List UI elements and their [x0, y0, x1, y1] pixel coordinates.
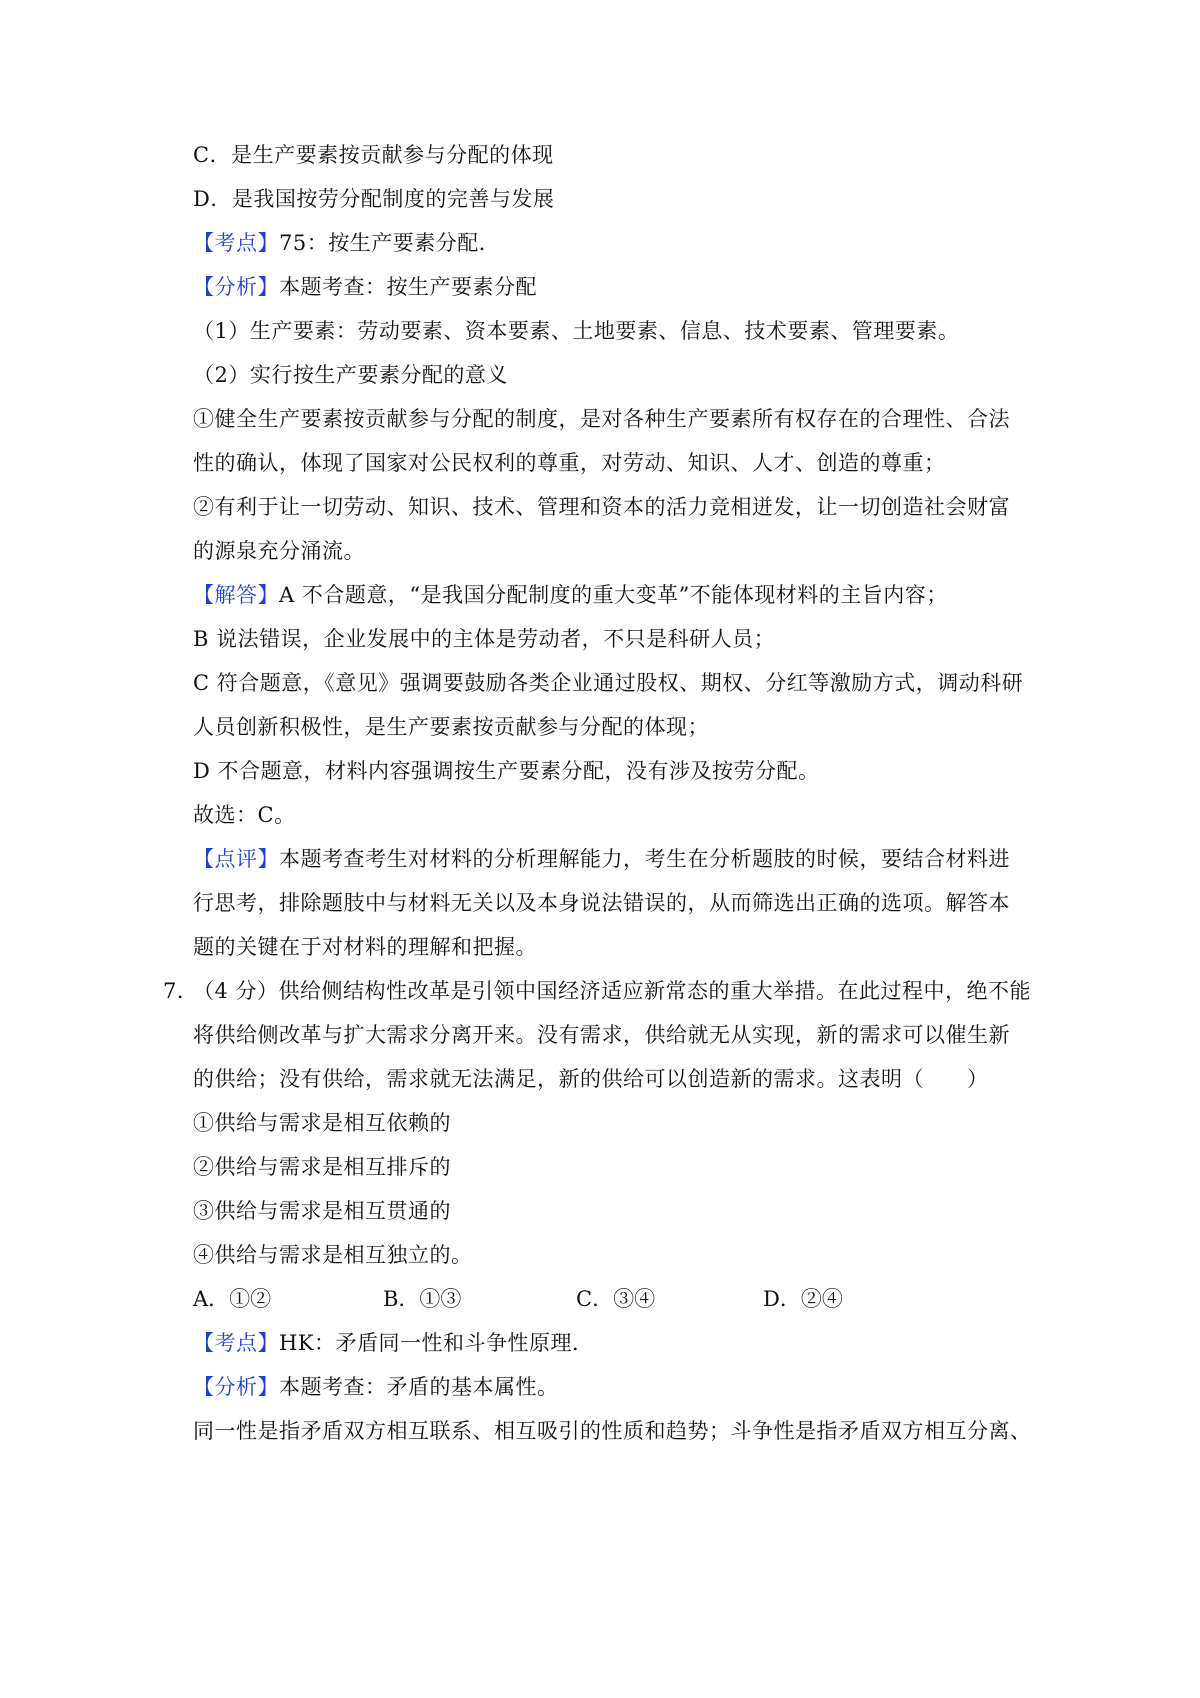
- fenxi-line: 的源泉充分涌流。: [193, 539, 365, 563]
- kaodian-row: [193, 228, 500, 258]
- jieda-line: 人员创新积极性，是生产要素按贡献参与分配的体现；: [193, 715, 709, 739]
- fenxi-line: ①健全生产要素按贡献参与分配的制度，是对各种生产要素所有权存在的合理性、合法: [193, 407, 1010, 431]
- fenxi-line: （1）生产要素：劳动要素、资本要素、土地要素、信息、技术要素、管理要素。: [193, 319, 960, 343]
- option-d-q7: D．②④: [763, 1287, 843, 1311]
- option-a: A．①②: [193, 1287, 272, 1311]
- q7-kaodian-row: [193, 1328, 594, 1358]
- statement-2: ②供给与需求是相互排斥的: [193, 1155, 451, 1179]
- question-stem-line: 将供给侧改革与扩大需求分离开来。没有需求，供给就无从实现，新的需求可以催生新: [193, 1023, 1010, 1047]
- option-c-q7: C．③④: [576, 1287, 656, 1311]
- dianping-tag: 【点评】: [193, 847, 279, 871]
- dianping-line: 题的关键在于对材料的理解和把握。: [193, 935, 537, 959]
- q7-fenxi-tag: 【分析】: [193, 1375, 279, 1399]
- dianping-line: 行思考，排除题肢中与材料无关以及本身说法错误的，从而筛选出正确的选项。解答本: [193, 891, 1010, 915]
- q7-fenxi-text: 本题考查：矛盾的基本属性。: [279, 1375, 559, 1399]
- q7-analysis-line: 同一性是指矛盾双方相互联系、相互吸引的性质和趋势；斗争性是指矛盾双方相互分离、: [193, 1419, 1032, 1443]
- jieda-line: D 不合题意，材料内容强调按生产要素分配，没有涉及按劳分配。: [193, 759, 820, 783]
- q7-fenxi-row: [193, 1372, 559, 1402]
- fenxi-row: [193, 272, 537, 302]
- q7-kaodian-text: HK：矛盾同一性和斗争性原理．: [279, 1331, 594, 1355]
- question-stem-line: 的供给；没有供给，需求就无法满足，新的供给可以创造新的需求。这表明（ ）: [193, 1067, 989, 1091]
- dianping-text: 本题考查考生对材料的分析理解能力，考生在分析题肢的时候，要结合材料进: [279, 847, 1010, 871]
- jieda-line: 故选：C。: [193, 803, 296, 827]
- option-d: D．是我国按劳分配制度的完善与发展: [193, 187, 555, 211]
- jieda-line: B 说法错误，企业发展中的主体是劳动者，不只是科研人员；: [193, 627, 776, 651]
- question-stem-line: （4 分）供给侧结构性改革是引领中国经济适应新常态的重大举措。在此过程中，绝不能: [193, 979, 1032, 1003]
- jieda-row: [193, 580, 948, 610]
- q7-kaodian-tag: 【考点】: [193, 1331, 279, 1355]
- jieda-tag: 【解答】: [193, 583, 279, 607]
- kaodian-tag: 【考点】: [193, 231, 279, 255]
- statement-4: ④供给与需求是相互独立的。: [193, 1243, 473, 1267]
- statement-1: ①供给与需求是相互依赖的: [193, 1111, 451, 1135]
- option-c: C．是生产要素按贡献参与分配的体现: [193, 143, 554, 167]
- fenxi-line: ②有利于让一切劳动、知识、技术、管理和资本的活力竞相迸发，让一切创造社会财富: [193, 495, 1010, 519]
- dianping-row: [193, 844, 1010, 874]
- fenxi-line: 性的确认，体现了国家对公民权利的尊重，对劳动、知识、人才、创造的尊重；: [193, 451, 946, 475]
- jieda-line: C 符合题意，《意见》强调要鼓励各类企业通过股权、期权、分红等激励方式，调动科研: [193, 671, 1024, 695]
- fenxi-text: 本题考查：按生产要素分配: [279, 275, 537, 299]
- statement-3: ③供给与需求是相互贯通的: [193, 1199, 451, 1223]
- fenxi-line: （2）实行按生产要素分配的意义: [193, 363, 508, 387]
- fenxi-tag: 【分析】: [193, 275, 279, 299]
- jieda-text: A 不合题意，“是我国分配制度的重大变革”不能体现材料的主旨内容；: [279, 583, 948, 607]
- question-number: 7．: [163, 979, 199, 1003]
- kaodian-text: 75：按生产要素分配．: [279, 231, 501, 255]
- option-b: B．①③: [383, 1287, 462, 1311]
